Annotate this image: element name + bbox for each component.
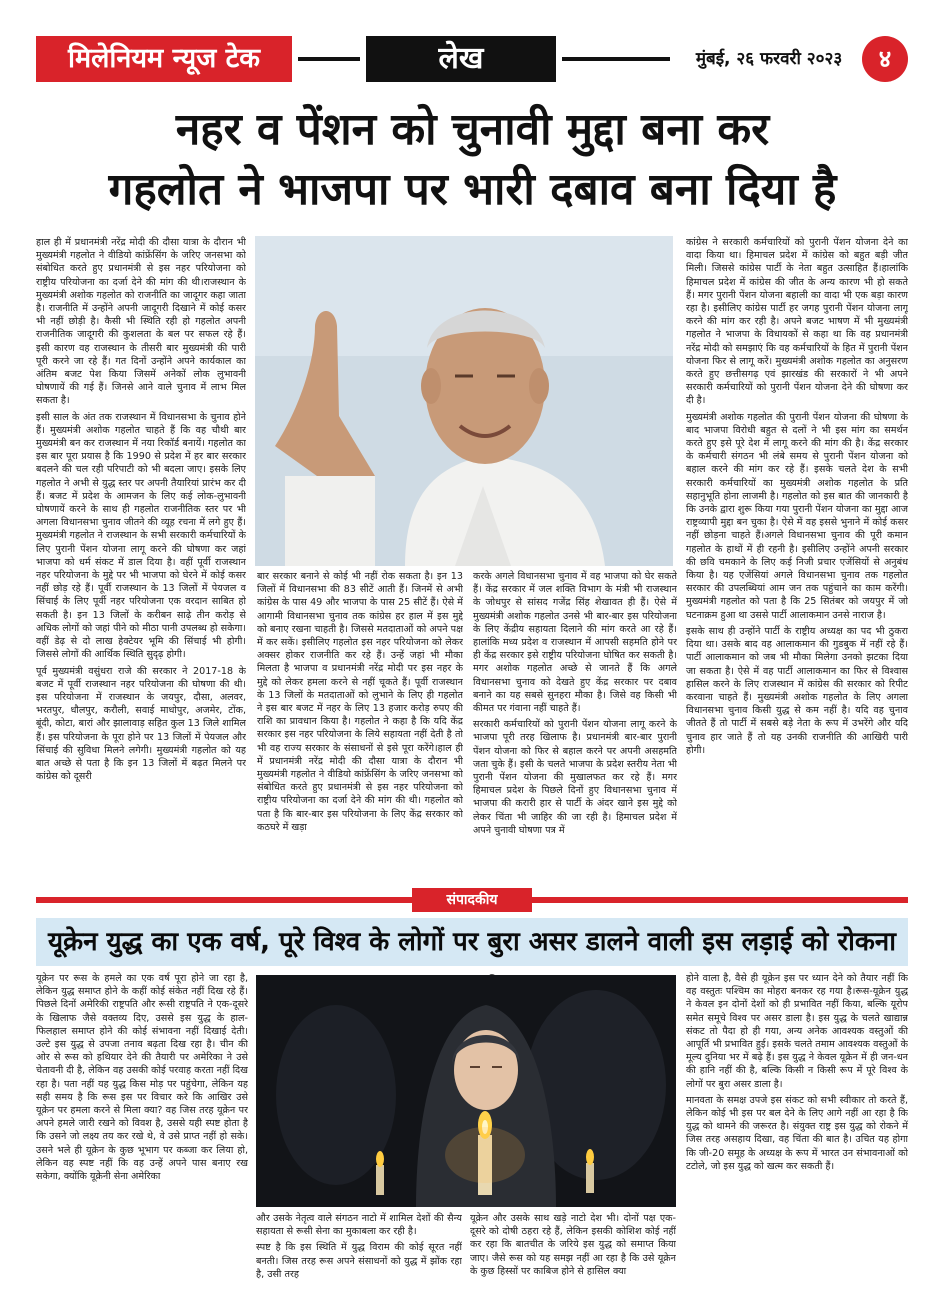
- editorial-column-1: [36, 972, 248, 1272]
- politician-speaking-photo-icon: [255, 236, 673, 566]
- paragraph: इसके साथ ही उन्होंने पार्टी के राष्ट्रीय अध्यक्ष का पद भी ठुकरा दिया था। उसके बाद वह आलाकमान की गुडबुक में नहीं रहे हैं। पार्टी आलाकमान को जब भी मौका मिलेगा उनको झटका दिया जा सकता है। ऐसे में वह पार्टी आलाकमान का फिर से विश्वास हासिल करने के लिए राजस्थान में कांग्रेस की सरकार को रिपीट करवाना चाहते हैं। मुख्यमंत्री अशोक गहलोत के लिए अगला विधानसभा चुनाव किसी युद्ध से कम नहीं है। यदि वह चुनाव जीतते हैं तो पार्टी में सबसे बड़े नेता के रूप में उभरेंगे और यदि चुनाव हार जाते हैं तो यह उनकी राजनीति की आखिरी पारी होगी।: [686, 625, 908, 756]
- vigil-photo: [256, 975, 676, 1207]
- paragraph: सरकारी कर्मचारियों को पुरानी पेंशन योजना लागू करने के भाजपा पूरी तरह खिलाफ है। प्रधानमंत्री बार-बार पुरानी पेंशन योजना को फिर से बहाल करने पर अपनी असहमति जता चुके हैं। इसी के चलते भाजपा के प्रदेश स्तरीय नेता भी पुरानी पेंशन योजना की मुखालफत कर रहे हैं। मगर हिमाचल प्रदेश के पिछले दिनों हुए विधानसभा चुनाव में भाजपा की करारी हार से पार्टी के अंदर खाने इस मुद्दे को लेकर चिंता भी जाहिर की जा रही है। हिमाचल प्रदेश में अपने चुनावी घोषणा पत्र में: [473, 719, 677, 836]
- paragraph: मानवता के समक्ष उपजे इस संकट को सभी स्वीकार तो करते हैं, लेकिन कोई भी इस पर बल देने के लिए आगे नहीं आ रहा है कि युद्ध को थामने की जरूरत है। संयुक्त राष्ट्र इस युद्ध को रोकने में जिस तरह असहाय दिखा, वह चिंता की बात है। उचित यह होगा कि जी-20 समूह के अध्यक्ष के रूप में भारत उन संभावनाओं को टटोले, जो इस युद्ध को खत्म कर सकती हैं।: [686, 1094, 908, 1172]
- dateline: मुंबई, २६ फरवरी २०२३: [695, 49, 843, 69]
- paragraph: कांग्रेस ने सरकारी कर्मचारियों को पुरानी पेंशन योजना देने का वादा किया था। हिमाचल प्रदेश में कांग्रेस को बहुत बड़ी जीत मिली। जिससे कांग्रेस पार्टी के नेता बहुत उत्साहित हैं।हालांकि हिमाचल प्रदेश में कांग्रेस की जीत के अन्य कारण भी हो सकते हैं। मगर पुरानी पेंशन योजना बहाली का वादा भी एक बड़ा कारण रहा है। इसीलिए कांग्रेस पार्टी हर जगह पुरानी पेंशन योजना लागू करने की मांग कर रही है। अपने बजट भाषण में भी मुख्यमंत्री गहलोत ने भाजपा के विधायकों से कहा था कि वह प्रधानमंत्री नरेंद्र मोदी को समझाएं कि वह कर्मचारियों के हित में पुरानी पेंशन योजना फिर से लागू करें। मुख्यमंत्री अशोक गहलोत का अनुसरण करते हुए छत्तीसगढ़ एवं झारखंड की सरकारों ने भी अपने सरकारी कर्मचारियों को पुरानी पेंशन योजना देने की घोषणा कर दी है।: [686, 237, 908, 407]
- headline-line-2: गहलोत ने भाजपा पर भारी दबाव बना दिया है: [108, 164, 837, 215]
- paragraph: स्पष्ट है कि इस स्थिति में युद्ध विराम की कोई सूरत नहीं बनती। जिस तरह रूस अपने संसाधनों को युद्ध में झोंक रहा है, उसी तरह: [256, 1242, 462, 1280]
- paragraph: यूक्रेन पर रूस के हमले का एक वर्ष पूरा होने जा रहा है, लेकिन युद्ध समाप्त होने के कहीं कोई संकेत नहीं दिख रहे हैं। पिछले दिनों अमेरिकी राष्ट्रपति और रूसी राष्ट्रपति ने एक-दूसरे के खिलाफ जैसे वक्तव्य दिए, उससे इस युद्ध के हाल-फिलहाल समाप्त होने की कोई संभावना नहीं दिखाई देती। उल्टे इस युद्ध से उपजा तनाव बढ़ता दिख रहा है। चीन की ओर से रूस को हथियार देने की तैयारी पर अमेरिका ने उसे चेतावनी दी है, लेकिन वह उसकी कोई परवाह करता नहीं दिख रहा है। पता नहीं यह युद्ध किस मोड़ पर पहुंचेगा, लेकिन यह सही समय है कि रूस इस पर विचार करे कि आखिर उसे यूक्रेन पर हमला करने से मिला क्या? वह जिस तरह यूक्रेन पर अपने हमले जारी रखने को विवश है, उससे यही स्पष्ट होता है कि उसने जो लक्ष्य तय कर रखे थे, वे उसे प्राप्त नहीं हो सके। उसने भले ही यूक्रेन के कुछ भूभाग पर कब्जा कर लिया हो, लेकिन वह स्पष्ट नहीं कि वह उन्हें अपने पास बनाए रख सकेगा, क्योंकि यूक्रेनी सेना अमेरिका: [36, 973, 248, 1183]
- paper-name: मिलेनियम न्यूज टेक: [36, 36, 292, 82]
- paragraph: करके अगले विधानसभा चुनाव में वह भाजपा को घेर सकते हैं। केंद्र सरकार में जल शक्ति विभाग के मंत्री भी राजस्थान के जोधपुर से सांसद गजेंद्र सिंह शेखावत ही हैं। ऐसे में मुख्यमंत्री अशोक गहलोत उनसे भी बार-बार इस परियोजना के लिए केंद्रीय सहायता दिलाने की मांग करते आ रहे हैं। हालांकि मध्य प्रदेश व राजस्थान में आपसी सहमति होने पर ही केंद्र सरकार इसे राष्ट्रीय परियोजना घोषित कर सकती है। मगर अशोक गहलोत अच्छे से जानते हैं कि अगले विधानसभा चुनाव को देखते हुए केंद्र सरकार पर दबाव बनाने का यह सबसे सुनहरा मौका है। जिसे वह किसी भी कीमत पर गंवाना नहीं चाहते हैं।: [473, 571, 677, 715]
- paragraph: पूर्व मुख्यमंत्री वसुंधरा राजे की सरकार ने 2017-18 के बजट में पूर्वी राजस्थान नहर परियोजना की घोषणा की थी। इस परियोजना में राजस्थान के जयपुर, दौसा, अलवर, भरतपुर, धौलपुर, करौली, सवाई माधोपुर, अजमेर, टोंक, बूंदी, कोटा, बारां और झालावाड़ सहित कुल 13 जिले शामिल हैं। इस परियोजना के पूरा होने पर 13 जिलों में पेयजल और सिंचाई की सुविधा मिलने लगेगी। मुख्यमंत्री गहलोत को यह बात अच्छे से पता है कि इन 13 जिलों में बढ़त मिलने पर कांग्रेस को दूसरी: [36, 665, 246, 783]
- politician-photo: [255, 236, 673, 566]
- article-column-4: [686, 236, 908, 882]
- editorial-label: संपादकीय: [412, 888, 532, 912]
- editorial-headline: यूक्रेन युद्ध का एक वर्ष, पूरे विश्व के लोगों पर बुरा असर डालने वाली इस लड़ाई को रोकना: [36, 918, 908, 966]
- section-title: लेख: [366, 36, 556, 82]
- article-column-2: [257, 570, 463, 882]
- masthead-rule: [298, 57, 360, 61]
- editorial-column-4: [686, 972, 908, 1272]
- paragraph: और उसके नेतृत्व वाले संगठन नाटो में शामिल देशों की सैन्य सहायता से रूसी सेना का मुकाबला कर रही है।: [256, 1213, 462, 1238]
- paragraph: होने वाला है, वैसे ही यूक्रेन इस पर ध्यान देने को तैयार नहीं कि वह वस्तुतः पश्चिम का मोहरा बनकर रह गया है।रूस-यूक्रेन युद्ध ने केवल इन दोनों देशों को ही प्रभावित नहीं किया, बल्कि यूरोप समेत समूचे विश्व पर असर डाला है। इस युद्ध के चलते खाद्यान्न संकट तो पैदा हो ही गया, अन्य अनेक आवश्यक वस्तुओं की आपूर्ति भी प्रभावित हुई। इसके चलते तमाम आवश्यक वस्तुओं के मूल्य दुनिया भर में बढ़े हैं। इस युद्ध ने केवल यूक्रेन में ही जन-धन की हानि नहीं की है, बल्कि किसी न किसी रूप में पूरे विश्व के लोगों पर बुरा असर डाला है।: [686, 973, 908, 1090]
- article-column-1: [36, 236, 246, 882]
- masthead: [36, 36, 908, 82]
- headline-line-1: नहर व पेंशन को चुनावी मुद्दा बना कर: [175, 104, 770, 155]
- paragraph: बार सरकार बनाने से कोई भी नहीं रोक सकता है। इन 13 जिलों में विधानसभा की 83 सीटें आती हैं। जिनमें से अभी कांग्रेस के पास 49 और भाजपा के पास 25 सीटें हैं। ऐसे में आगामी विधानसभा चुनाव तक कांग्रेस हर हाल में इस मुद्दे को बनाए रखना चाहती है। जिससे मतदाताओं को अपने पक्ष में कर सकें। इसीलिए गहलोत इस नहर परियोजना को लेकर अक्सर होकर राजनीति कर रहे हैं। उन्हें जहां भी मौका मिलता है भाजपा व प्रधानमंत्री नरेंद्र मोदी पर इस नहर के मुद्दे को लेकर हमला करने से नहीं चूकते हैं। पूर्वी राजस्थान के 13 जिलों के मतदाताओं को लुभाने के लिए ही गहलोत ने इस बार बजट में नहर के लिए 13 हजार करोड़ रुपए की राशि का प्रावधान किया है। गहलोत ने कहा है कि यदि केंद्र सरकार इस नहर परियोजना के लिये सहायता नहीं देती है तो भी वह राज्य सरकार के संसाधनों से इसे पूरा करेंगे।हाल ही में प्रधानमंत्री नरेंद्र मोदी की दौसा यात्रा के दौरान भी मुख्यमंत्री गहलोत ने वीडियो कांफ्रेंसिंग के जरिए जनसभा को संबोधित करते हुए प्रधानमंत्री से इस नहर परियोजना को राष्ट्रीय परियोजना का दर्जा देने की मांग की थी। गहलोत को पता है कि बार-बार इस परियोजना के लिए केंद्र सरकार को कठघरे में खड़ा: [257, 571, 463, 833]
- paragraph: हाल ही में प्रधानमंत्री नरेंद्र मोदी की दौसा यात्रा के दौरान भी मुख्यमंत्री गहलोत ने वीडियो कांफ्रेंसिंग के जरिए जनसभा को संबोधित करते हुए प्रधानमंत्री से इस नहर परियोजना को राष्ट्रीय परियोजना का दर्जा देने की मांग की थी।राजस्थान के मुख्यमंत्री अशोक गहलोत को राजनीति का जादूगर कहा जाता है। राजनीति में उन्होंने अपनी जादूगरी दिखाने में कोई कसर भी नहीं छोड़ी है। कैसी भी स्थिति रही हो गहलोत अपनी राजनीतिक जादूगरी की कुशलता के बल पर सफल रहे हैं। इसी कारण वह राजस्थान के तीसरी बार मुख्यमंत्री की पारी पूरी करने जा रहे हैं। गत दिनों उन्होंने अपने कार्यकाल का अंतिम बजट पेश किया जिसमें अनेकों लोक लुभावनी घोषणायें की गई हैं। जिनसे आने वाले चुनाव में लाभ मिल सकता है।: [36, 237, 246, 407]
- paragraph: मुख्यमंत्री अशोक गहलोत की पुरानी पेंशन योजना की घोषणा के बाद भाजपा विरोधी बहुत से दलों ने भी इस मांग का समर्थन करते हुए इसे पूरे देश में लागू करने की मांग की है। केंद्र सरकार के कर्मचारी संगठन भी लंबे समय से पुरानी पेंशन योजना को बहाल करने की मांग कर रहे हैं। इसके चलते देश के सभी सरकारी कर्मचारियों का मुख्यमंत्री अशोक गहलोत के प्रति सहानुभूति होना लाजमी है। गहलोत को इस बात की जानकारी है कि उनके द्वारा शुरू किया गया पुरानी पेंशन योजना का मुद्दा आज राष्ट्रव्यापी मुद्दा बन चुका है। ऐसे में वह इससे भुनाने में कोई कसर नहीं छोड़ना चाहते हैं।अगले विधानसभा चुनाव की पूरी कमान गहलोत के हाथों में ही रहनी है। इसीलिए उन्होंने अपनी सरकार की छवि चमकाने के लिए कई निजी प्रचार एजेंसियों से अनुबंध किया है। यह एजेंसियां अगले विधानसभा चुनाव तक गहलोत सरकार की उपलब्धियां आम जन तक पहुंचाने का काम करेंगी। मुख्यमंत्री गहलोत को पता है कि 25 सितंबर को जयपुर में जो घटनाक्रम हुआ था उससे पार्टी आलाकमान उनसे नाराज है।: [686, 411, 908, 621]
- candle-vigil-photo-icon: [256, 975, 676, 1207]
- page-number-badge: ४: [862, 36, 908, 82]
- label-rule: [36, 897, 412, 903]
- paragraph: यूक्रेन और उसके साथ खड़े नाटो देश भी। दोनों पक्ष एक-दूसरे को दोषी ठहरा रहे हैं, लेकिन इसकी कोशिश कोई नहीं कर रहा कि बातचीत के जरिये इस युद्ध को समाप्त किया जाए। जैसे रूस को यह समझ नहीं आ रहा है कि उसे यूक्रेन के कुछ हिस्सों पर काबिज होने से हासिल क्या: [470, 1213, 676, 1277]
- article-column-3: [473, 570, 677, 882]
- editorial-column-2: [256, 1212, 462, 1282]
- article-headline: [30, 100, 915, 220]
- label-rule: [532, 897, 908, 903]
- masthead-rule: [562, 57, 670, 61]
- paragraph: इसी साल के अंत तक राजस्थान में विधानसभा के चुनाव होने हैं। मुख्यमंत्री अशोक गहलोत चाहते हैं कि वह चौथी बार मुख्यमंत्री बन कर राजस्थान में नया रिकॉर्ड बनायें। गहलोत का इस बार पूरा प्रयास है कि 1990 से प्रदेश में हर बार सरकार बदलने की चल रही परिपाटी को भी बदला जाए। इसके लिए गहलोत ने अभी से युद्ध स्तर पर अपनी तैयारियां प्रारंभ कर दी हैं। बजट में प्रदेश के आमजन के लिए कई लोक-लुभावनी घोषणायें करने के साथ ही गहलोत राजनीतिक स्तर पर भी अगला विधानसभा चुनाव जीतने की व्यूह रचना में लगे हुए हैं। मुख्यमंत्री गहलोत ने राजस्थान के सभी सरकारी कर्मचारियों के लिए पुरानी पेंशन योजना लागू करने की घोषणा कर जहां भाजपा को धर्म संकट में डाल दिया है। वहीं पूर्वी राजस्थान नहर परियोजना के मुद्दे पर भी भाजपा को घेरने में कोई कसर नहीं छोड़ रहे हैं। पूर्वी राजस्थान के 13 जिलों में पेयजल व सिंचाई के लिए पूर्वी नहर परियोजना एक वरदान साबित हो सकती है। इन 13 जिलों के करीबन साढ़े तीन करोड़ से अधिक लोगों को जहां पीने को मीठा पानी उपलब्ध हो सकेगा। वहीं डेढ़ से दो लाख हेक्टेयर भूमि की सिंचाई भी होगी। जिससे लोगों की आर्थिक स्थिति सुदृढ़ होगी।: [36, 411, 246, 661]
- editorial-column-3: [470, 1212, 676, 1282]
- editorial-label-bar: [36, 888, 908, 912]
